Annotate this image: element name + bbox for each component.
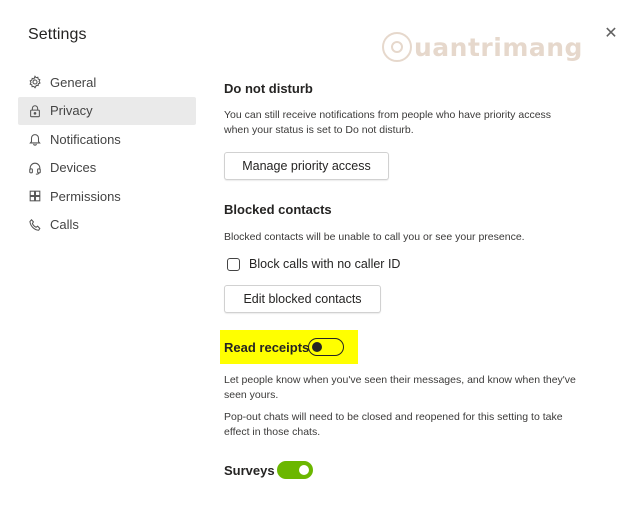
manage-priority-access-button[interactable]: Manage priority access [224,152,389,180]
blocked-contacts-heading: Blocked contacts [224,202,332,217]
surveys-label: Surveys [224,463,275,478]
read-receipts-toggle[interactable] [308,338,344,356]
sidebar-item-label: Privacy [50,103,93,118]
watermark-text: uantrimang [414,32,583,62]
sidebar-item-calls[interactable] [18,211,196,239]
dnd-heading: Do not disturb [224,81,313,96]
block-no-caller-id-row [227,257,400,271]
lock-icon [28,104,42,118]
sidebar-item-label: General [50,74,97,90]
sidebar-item-label: Devices [50,160,97,175]
read-receipts-label: Read receipts [224,340,310,355]
puzzle-icon [28,189,42,203]
bell-icon [28,132,42,146]
settings-sidebar [18,68,196,239]
block-no-caller-id-label: Block calls with no caller ID [249,257,401,271]
edit-blocked-contacts-button[interactable]: Edit blocked contacts [224,285,381,313]
gear-icon [28,75,42,89]
sidebar-item-privacy[interactable] [18,97,196,125]
watermark-logo [382,28,583,66]
sidebar-item-devices[interactable] [18,154,196,182]
sidebar-item-label: Calls [50,217,79,232]
block-no-caller-id-checkbox[interactable] [227,258,240,271]
surveys-toggle[interactable] [277,461,313,479]
sidebar-item-permissions[interactable] [18,182,196,210]
blocked-contacts-description: Blocked contacts will be unable to call you or see your presence. [224,231,525,243]
sidebar-item-notifications[interactable] [18,125,196,153]
toggle-knob [299,465,309,475]
read-receipts-description: Let people know when you've seen their messages, and know when they've seen yours. [224,374,576,401]
sidebar-item-label: Notifications [50,131,121,147]
sidebar-item-general[interactable] [18,68,196,96]
dnd-description: You can still receive notifications from people who have priority access when your status is set to Do not disturb. [224,109,552,136]
toggle-knob [312,342,322,352]
close-icon[interactable]: ✕ [604,25,618,42]
watermark-circle-icon [382,32,412,62]
sidebar-item-label: Permissions [50,188,121,204]
phone-icon [28,218,42,232]
read-receipts-popout-note: Pop-out chats will need to be closed and reopened for this setting to take effect in those chats. [224,411,563,438]
dialog-title: Settings [28,26,87,43]
headset-icon [28,161,42,175]
